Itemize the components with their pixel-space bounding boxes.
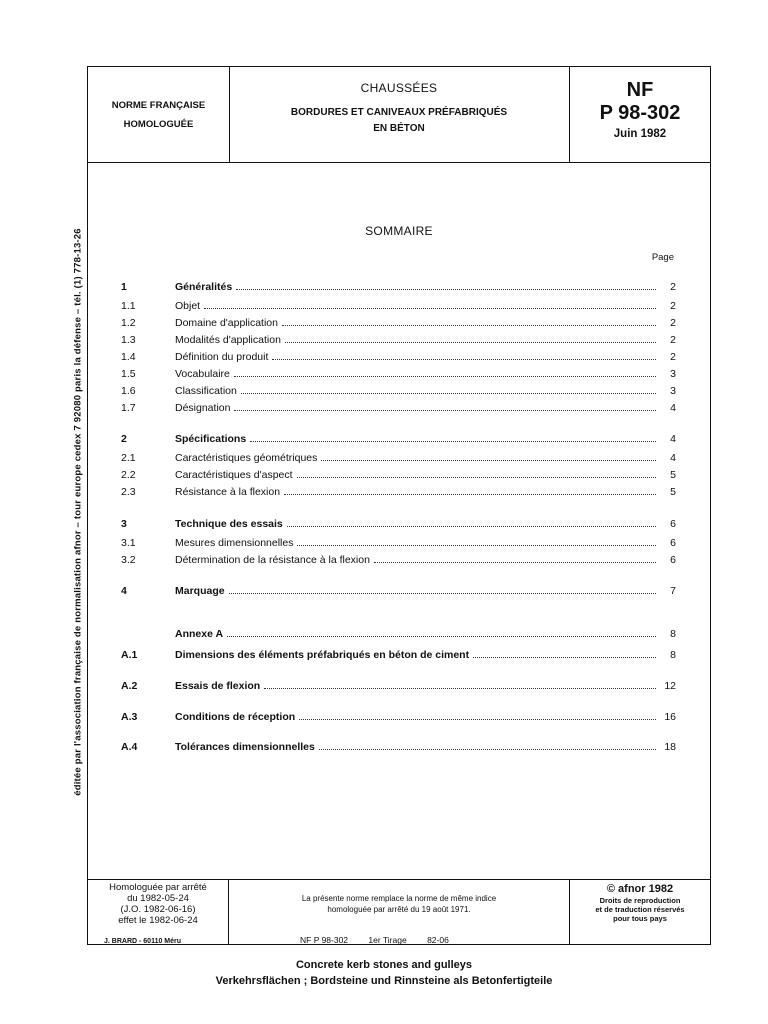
homologation-line2: du 1982-05-24 — [127, 893, 189, 904]
toc-title: Résistance à la flexion — [175, 486, 281, 498]
toc-leader-dots — [234, 366, 656, 377]
homologation-info — [88, 880, 229, 944]
toc-title: Technique des essais — [175, 518, 283, 530]
rights-line3: pour tous pays — [613, 914, 667, 923]
toc-entry — [121, 583, 676, 597]
toc-title: Détermination de la résistance à la flexion — [175, 554, 370, 566]
homologation-line4: effet le 1982-06-24 — [118, 915, 198, 926]
toc-leader-dots — [297, 467, 656, 478]
toc-title: Domaine d'application — [175, 317, 278, 329]
toc-page: 5 — [670, 469, 676, 481]
toc-entry — [121, 467, 676, 481]
toc-title: Vocabulaire — [175, 368, 230, 380]
toc-page: 4 — [670, 452, 676, 464]
replacement-line1: La présente norme remplace la norme de même indice — [301, 894, 497, 903]
toc-number: 1 — [121, 281, 127, 293]
copyright-info — [569, 880, 710, 944]
toc-leader-dots — [319, 739, 656, 750]
toc-leader-dots — [264, 678, 656, 689]
toc-number: A.4 — [121, 741, 138, 753]
toc-title: Tolérances dimensionnelles — [175, 741, 315, 753]
toc-leader-dots — [299, 709, 656, 720]
toc-entry — [121, 709, 676, 723]
toc-entry — [121, 535, 676, 549]
toc-entry — [121, 678, 676, 692]
toc-page: 6 — [670, 554, 676, 566]
title-category: CHAUSSÉES — [360, 81, 438, 95]
toc-page: 4 — [670, 402, 676, 414]
toc-title: Dimensions des éléments préfabriqués en béton de ciment — [175, 649, 470, 661]
copyright-notice: © afnor 1982 — [606, 883, 674, 895]
toc-title: Annexe A — [175, 628, 224, 640]
rights-line2: et de traduction réservés — [595, 905, 685, 914]
toc-number: 2.2 — [121, 469, 136, 481]
toc-entry — [121, 450, 676, 464]
header-block — [88, 67, 710, 163]
toc-number: A.2 — [121, 680, 138, 692]
norm-date: Juin 1982 — [613, 128, 667, 140]
toc-leader-dots — [473, 647, 656, 658]
toc-page: 16 — [664, 711, 676, 723]
toc-page: 6 — [670, 537, 676, 549]
toc-leader-dots — [234, 400, 656, 411]
toc-leader-dots — [236, 279, 656, 290]
printer-name: J. BRARD - 60110 Méru — [104, 938, 182, 945]
toc-entry — [121, 366, 676, 380]
ref-code: NF P 98-302 — [300, 935, 349, 945]
norm-status-line1: NORME FRANÇAISE — [111, 99, 206, 111]
toc-page: 3 — [670, 385, 676, 397]
toc-entry — [121, 400, 676, 414]
toc-number: 3.1 — [121, 537, 136, 549]
toc-number: 4 — [121, 585, 127, 597]
toc-leader-dots — [374, 552, 656, 563]
toc-page: 5 — [670, 486, 676, 498]
toc-number: 1.1 — [121, 300, 136, 312]
toc-number: A.1 — [121, 649, 138, 661]
toc-title: Conditions de réception — [175, 711, 296, 723]
toc-entry — [121, 626, 676, 640]
document-title — [229, 67, 569, 162]
toc-number: 1.5 — [121, 368, 136, 380]
homologation-line3: (J.O. 1982-06-16) — [120, 904, 196, 915]
toc-number: 1.6 — [121, 385, 136, 397]
toc-title: Définition du produit — [175, 351, 269, 363]
toc-title: Objet — [175, 300, 201, 312]
english-title: Concrete kerb stones and gulleys — [295, 959, 473, 971]
toc-title: Modalités d'application — [175, 334, 281, 346]
nf-label: NF — [626, 79, 654, 101]
toc-leader-dots — [297, 535, 656, 546]
toc-page: 2 — [670, 300, 676, 312]
tirage-code: 82-06 — [427, 935, 449, 945]
toc-number: 2 — [121, 433, 127, 445]
tirage: 1er Tirage — [368, 935, 407, 945]
toc-page: 2 — [670, 351, 676, 363]
toc-entry — [121, 279, 676, 293]
toc-page: 4 — [670, 433, 676, 445]
toc-leader-dots — [285, 332, 656, 343]
toc-page: 2 — [670, 281, 676, 293]
toc-entry — [121, 332, 676, 346]
toc-entry — [121, 516, 676, 530]
toc-page: 8 — [670, 628, 676, 640]
norm-status — [88, 67, 230, 162]
toc-number: 3.2 — [121, 554, 136, 566]
toc-entry — [121, 552, 676, 566]
toc-entry — [121, 431, 676, 445]
toc-leader-dots — [204, 298, 656, 309]
toc-title: Caractéristiques d'aspect — [175, 469, 293, 481]
toc-number: 1.3 — [121, 334, 136, 346]
toc-leader-dots — [250, 431, 656, 442]
replacement-line2: homologuée par arrêté du 19 août 1971. — [327, 905, 471, 914]
toc-leader-dots — [287, 516, 656, 527]
toc-page: 18 — [664, 741, 676, 753]
toc-title: Essais de flexion — [175, 680, 261, 692]
toc-entry — [121, 383, 676, 397]
title-line2: EN BÉTON — [373, 123, 425, 134]
toc-entry — [121, 484, 676, 498]
toc-title: Classification — [175, 385, 237, 397]
rights-line1: Droits de reproduction — [599, 896, 681, 905]
toc-number: 1.2 — [121, 317, 136, 329]
publisher-side-text: éditée par l'association française de normalisation afnor – tour europe cedex 7 92080 paris la défense – tél. (1) 778-13-26 — [72, 228, 84, 796]
toc-entry — [121, 647, 676, 661]
document-frame — [87, 66, 711, 945]
toc-title: Spécifications — [175, 433, 247, 445]
toc-number: 1.4 — [121, 351, 136, 363]
toc-title: Marquage — [175, 585, 225, 597]
toc-page: 12 — [664, 680, 676, 692]
german-title: Verkehrsflächen ; Bordsteine und Rinnsteine als Betonfertigteile — [215, 975, 553, 987]
toc-entry — [121, 739, 676, 753]
title-line1: BORDURES ET CANIVEAUX PRÉFABRIQUÉS — [290, 107, 508, 118]
toc-title: Désignation — [175, 402, 231, 414]
summary-title: SOMMAIRE — [365, 224, 433, 238]
toc-page: 2 — [670, 334, 676, 346]
norm-status-line2: HOMOLOGUÉE — [123, 118, 194, 130]
norm-number: P 98-302 — [599, 102, 681, 124]
toc-number: 2.3 — [121, 486, 136, 498]
toc-number: 3 — [121, 518, 127, 530]
toc-leader-dots — [284, 484, 656, 495]
toc-page: 7 — [670, 585, 676, 597]
toc-page: 6 — [670, 518, 676, 530]
toc-leader-dots — [227, 626, 656, 637]
toc-page: 8 — [670, 649, 676, 661]
toc-number: 1.7 — [121, 402, 136, 414]
toc-leader-dots — [272, 349, 656, 360]
toc-title: Caractéristiques géométriques — [175, 452, 318, 464]
homologation-line1: Homologuée par arrêté — [109, 882, 207, 893]
print-info — [300, 935, 467, 945]
toc-entry — [121, 315, 676, 329]
norm-reference — [569, 67, 710, 162]
toc-leader-dots — [241, 383, 656, 394]
toc-title: Mesures dimensionnelles — [175, 537, 294, 549]
page-column-label: Page — [651, 252, 674, 263]
toc-page: 3 — [670, 368, 676, 380]
toc-number: A.3 — [121, 711, 138, 723]
toc-leader-dots — [229, 583, 656, 594]
toc-entry — [121, 349, 676, 363]
toc-leader-dots — [321, 450, 656, 461]
toc-number: 2.1 — [121, 452, 136, 464]
toc-leader-dots — [282, 315, 656, 326]
toc-entry — [121, 298, 676, 312]
toc-page: 2 — [670, 317, 676, 329]
toc-title: Généralités — [175, 281, 233, 293]
